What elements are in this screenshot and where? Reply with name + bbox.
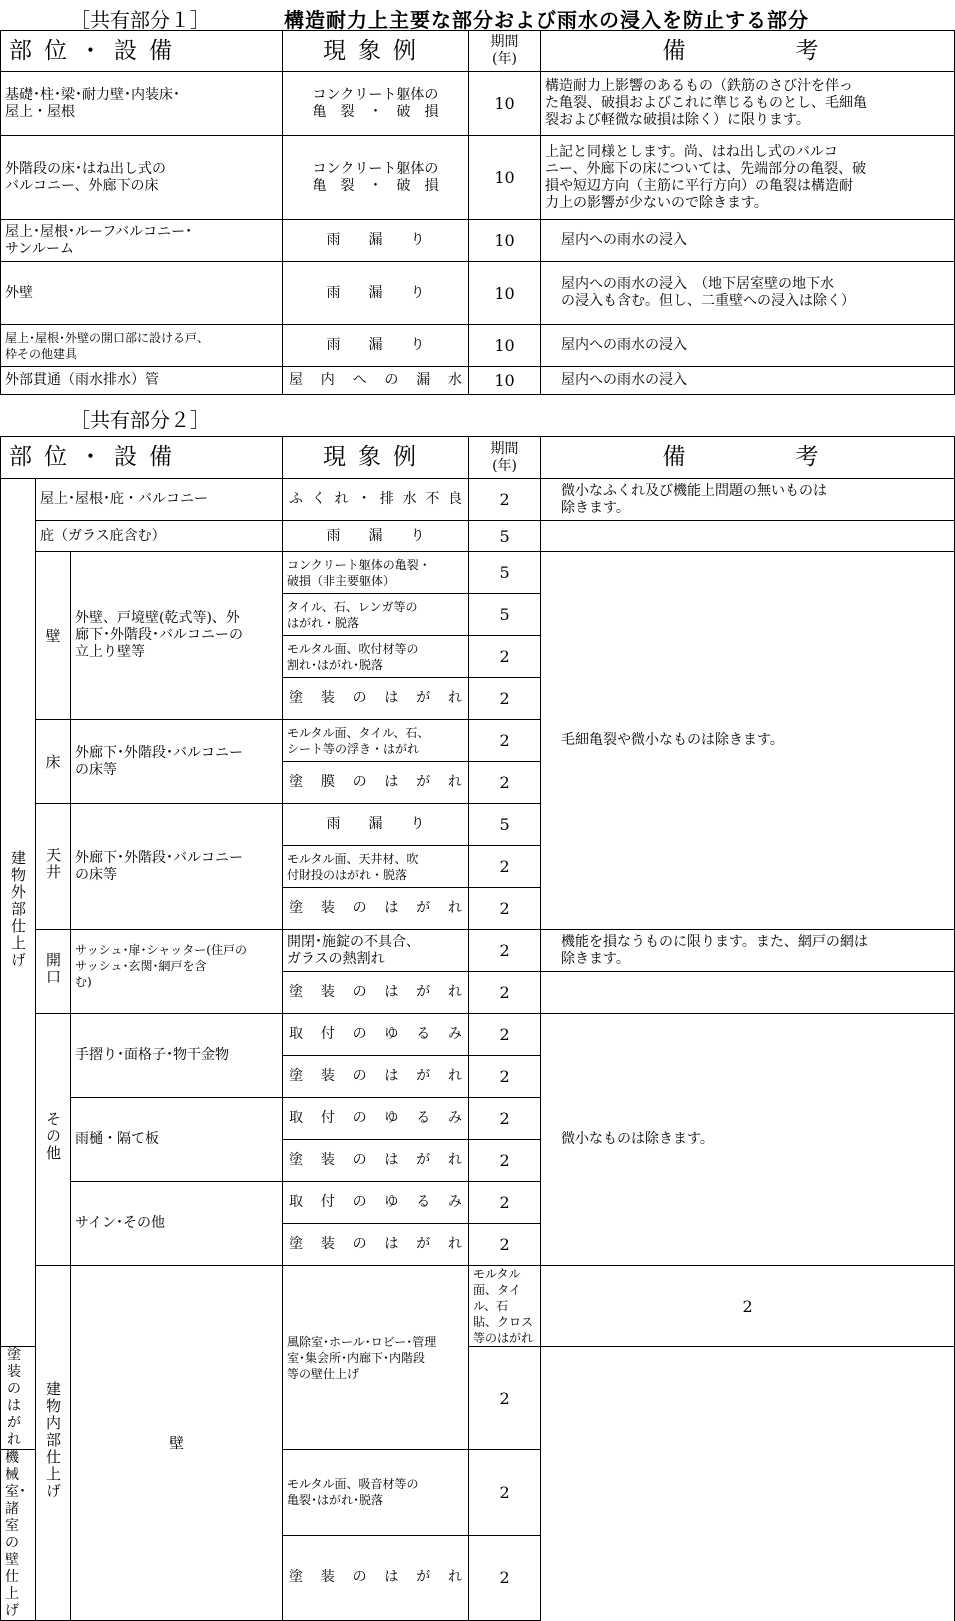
sub-interior-wall: 壁 — [71, 1266, 283, 1621]
remarks-cell: 微小なふくれ及び機能上問題の無いものは 除きます。 — [541, 479, 955, 521]
part-cell: 基礎･柱･梁･耐力壁･内装床･ 屋上・屋根 — [1, 72, 283, 136]
period-cell: 2 — [469, 1450, 541, 1536]
phenomenon-cell: 雨 漏 り — [283, 325, 469, 367]
phenomenon-cell: モルタル面、タイル、石、 シート等の浮き・はがれ — [283, 720, 469, 762]
remarks-cell — [541, 521, 955, 552]
period-cell: 5 — [469, 804, 541, 846]
sub-opening-text: 開口 — [44, 951, 62, 986]
phenomenon-cell: 塗装のはがれ — [283, 1140, 469, 1182]
sub-wall: 壁 — [36, 552, 71, 720]
period-cell: 5 — [469, 594, 541, 636]
remarks-cell: 微小なものは除きます。 — [541, 1014, 955, 1266]
period-cell: 2 — [469, 1014, 541, 1056]
table-row — [1, 930, 955, 972]
phenomenon-cell: モルタル面、吸音材等の 亀裂･はがれ･脱落 — [283, 1450, 469, 1536]
period-cell: 2 — [469, 762, 541, 804]
table-row — [1, 325, 955, 367]
period-cell: 10 — [469, 262, 541, 325]
period-cell: 2 — [469, 1224, 541, 1266]
phenomenon-cell: 雨 漏 り — [283, 804, 469, 846]
period-cell: 2 — [469, 846, 541, 888]
part-cell: 外廊下･外階段･バルコニー の床等 — [71, 804, 283, 930]
part-cell: 屋上･屋根･外壁の開口部に設ける戸、 枠その他建具 — [1, 325, 283, 367]
period-cell: 10 — [469, 136, 541, 220]
sub-ceiling-text: 天井 — [44, 846, 62, 881]
group-interior — [36, 1266, 71, 1621]
period-cell: 2 — [469, 1347, 541, 1450]
phenomenon-cell: 塗装のはがれ — [283, 972, 469, 1014]
period-cell: 10 — [469, 325, 541, 367]
phenomenon-cell: コンクリート躯体の 亀 裂 ・ 破 損 — [283, 72, 469, 136]
remarks-cell: 構造耐力上影響のあるもの（鉄筋のさび汁を伴っ た亀裂、破損およびこれに準じるものとし、毛細亀 裂および軽微な破損は除く）に限ります。 — [541, 72, 955, 136]
part-cell: 庇（ガラス庇含む） — [36, 521, 283, 552]
table-row — [1, 1266, 955, 1347]
header-part: 部位・設備 — [1, 31, 283, 72]
phenomenon-cell: コンクリート躯体の 亀 裂 ・ 破 損 — [283, 136, 469, 220]
remarks-cell: 機能を損なうものに限ります。また、網戸の網は 除きます。 — [541, 930, 955, 972]
table-row — [1, 220, 955, 262]
table-row — [1, 552, 955, 594]
period-cell: 2 — [469, 888, 541, 930]
period-cell: 2 — [469, 678, 541, 720]
part-cell: サイン･その他 — [71, 1182, 283, 1266]
table-row — [1, 521, 955, 552]
group-interior-text: 建物内部仕上げ — [44, 1380, 62, 1500]
part-cell: 屋上･屋根･ルーフバルコニー･ サンルーム — [1, 220, 283, 262]
period-cell: 2 — [469, 1098, 541, 1140]
phenomenon-cell: 塗装のはがれ — [1, 1347, 36, 1450]
period-cell: 2 — [469, 720, 541, 762]
header-phenomenon: 現象例 — [283, 437, 469, 479]
period-cell: 2 — [469, 930, 541, 972]
remarks-cell: 毛細亀裂や微小なものは除きます。 — [541, 552, 955, 930]
table-row — [1, 367, 955, 395]
header-remarks: 備考 — [541, 31, 955, 72]
header-part: 部位・設備 — [1, 437, 283, 479]
period-cell: 2 — [469, 1535, 541, 1621]
period-cell: 10 — [469, 220, 541, 262]
header-remarks: 備考 — [541, 437, 955, 479]
phenomenon-cell: 開閉･施錠の不具合、 ガラスの熱割れ — [283, 930, 469, 972]
remarks-cell: 屋内への雨水の浸入 — [541, 220, 955, 262]
phenomenon-cell: モルタル面、天井材、吹 付財投のはがれ・脱落 — [283, 846, 469, 888]
phenomenon-cell: 雨 漏 り — [283, 220, 469, 262]
table-header-row — [1, 31, 955, 72]
period-cell: 2 — [469, 479, 541, 521]
phenomenon-cell: 塗膜のはがれ — [283, 762, 469, 804]
table-row — [1, 136, 955, 220]
phenomenon-cell: 取付のゆるみ — [283, 1098, 469, 1140]
period-cell: 5 — [469, 521, 541, 552]
period-cell: 2 — [469, 1182, 541, 1224]
sub-ceiling — [36, 804, 71, 930]
period-cell: 2 — [541, 1266, 955, 1347]
part-cell: 手摺り･面格子･物干金物 — [71, 1014, 283, 1098]
part-cell: 外壁 — [1, 262, 283, 325]
part-cell: サッシュ･扉･シャッター(住戸の サッシュ･玄関･網戸を含 む) — [71, 930, 283, 1014]
remarks-cell: 屋内への雨水の浸入 （地下居室壁の地下水 の浸入も含む。但し、二重壁への浸入は除く） — [541, 262, 955, 325]
period-cell: 2 — [469, 972, 541, 1014]
period-cell: 2 — [469, 636, 541, 678]
period-cell: 2 — [469, 1140, 541, 1182]
table-common-part-2 — [0, 436, 955, 1621]
phenomenon-cell: モルタル面、吹付材等の 割れ･はがれ･脱落 — [283, 636, 469, 678]
table-row — [1, 262, 955, 325]
part-cell: 外階段の床･はね出し式の バルコニー、外廊下の床 — [1, 136, 283, 220]
phenomenon-cell: 取付のゆるみ — [283, 1014, 469, 1056]
part-cell: 外廊下･外階段･バルコニー の床等 — [71, 720, 283, 804]
group-exterior-text: 建物外部仕上げ — [9, 850, 27, 969]
phenomenon-cell: 屋内への漏水 — [283, 367, 469, 395]
header-period: 期間 (年) — [469, 31, 541, 72]
remarks-cell: 屋内への雨水の浸入 — [541, 367, 955, 395]
table-row — [1, 72, 955, 136]
part-cell: 機械室･諸室の壁仕上げ — [1, 1450, 36, 1621]
section1-label: ［共有部分１］ — [70, 8, 210, 32]
part-cell: 雨樋・隔て板 — [71, 1098, 283, 1182]
phenomenon-cell: コンクリート躯体の亀裂・ 破損（非主要躯体） — [283, 552, 469, 594]
part-cell: 外壁、戸境壁(乾式等)、外 廊下･外階段･バルコニーの 立上り壁等 — [71, 552, 283, 720]
table-common-part-1 — [0, 30, 955, 395]
period-cell: 2 — [469, 1056, 541, 1098]
part-cell: 外部貫通（雨水排水）管 — [1, 367, 283, 395]
remarks-cell — [541, 972, 955, 1014]
section2-label: ［共有部分２］ — [70, 408, 210, 432]
group-exterior — [1, 479, 36, 1347]
sub-floor: 床 — [36, 720, 71, 804]
period-cell: 10 — [469, 367, 541, 395]
phenomenon-cell: 塗装のはがれ — [283, 1224, 469, 1266]
phenomenon-cell: 取付のゆるみ — [283, 1182, 469, 1224]
phenomenon-cell: モルタル面、タイル、石 貼、クロス等のはがれ — [469, 1266, 541, 1347]
remarks-cell: 上記と同様とします。尚、はね出し式のバルコ ニー、外廊下の床については、先端部分の亀裂、破 損や短辺方向（主筋に平行方向）の亀裂は構造耐 力上の影響が少ないので除きます。 — [541, 136, 955, 220]
phenomenon-cell: 塗装のはがれ — [283, 888, 469, 930]
period-cell: 10 — [469, 72, 541, 136]
part-cell: 風除室･ホール･ロビー･管理 室･集会所･内廊下･内階段 等の壁仕上げ — [283, 1266, 469, 1450]
period-cell: 5 — [469, 552, 541, 594]
header-period: 期間 (年) — [469, 437, 541, 479]
section1-title: 構造耐力上主要な部分および雨水の浸入を防止する部分 — [284, 8, 809, 32]
phenomenon-cell: タイル、石、レンガ等の はがれ・脱落 — [283, 594, 469, 636]
part-cell: 屋上･屋根･庇・バルコニー — [36, 479, 283, 521]
phenomenon-cell: 塗装のはがれ — [283, 1056, 469, 1098]
phenomenon-cell: 雨 漏 り — [283, 262, 469, 325]
phenomenon-cell: 雨 漏 り — [283, 521, 469, 552]
phenomenon-cell: ふくれ・排水不良 — [283, 479, 469, 521]
header-phenomenon: 現象例 — [283, 31, 469, 72]
phenomenon-cell: 塗装のはがれ — [283, 1535, 469, 1621]
sub-other-text: その他 — [44, 1111, 62, 1162]
remarks-cell: 屋内への雨水の浸入 — [541, 325, 955, 367]
sub-other — [36, 1014, 71, 1266]
table-row — [1, 479, 955, 521]
sub-opening — [36, 930, 71, 1014]
phenomenon-cell: 塗装のはがれ — [283, 678, 469, 720]
table-header-row — [1, 437, 955, 479]
table-row — [1, 1014, 955, 1056]
